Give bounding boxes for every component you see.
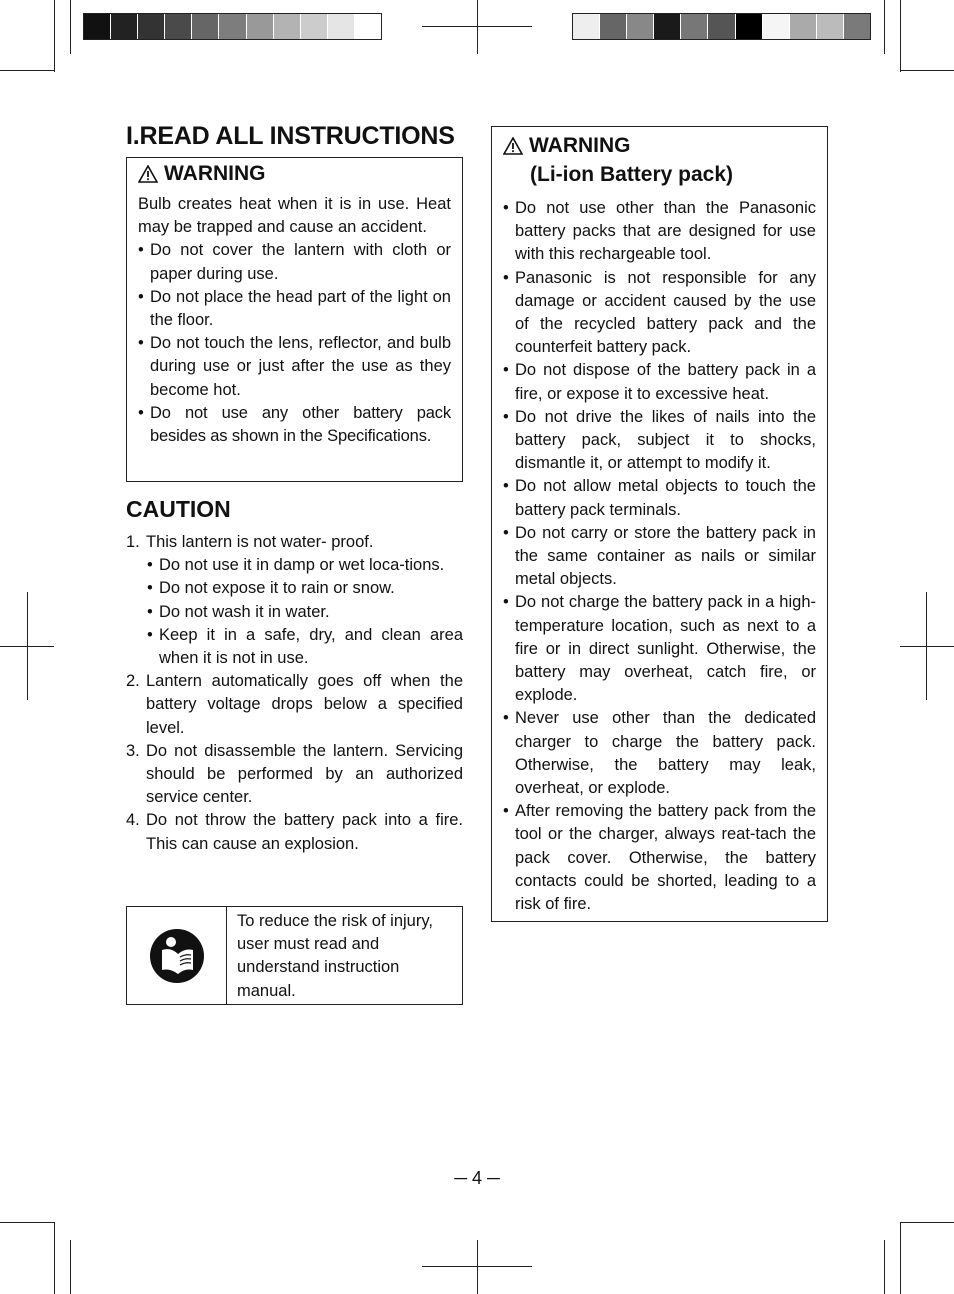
color-swatch	[626, 14, 653, 39]
page-number: ─ 4 ─	[454, 1168, 500, 1188]
color-swatch	[191, 14, 218, 39]
caution-list	[126, 531, 463, 856]
warning-heading	[138, 162, 451, 186]
caution-item: 4. Do not throw the battery pack into a fire. This can cause an explosion.	[126, 811, 463, 853]
battery-warning-bullet: • Do not dispose of the battery pack in a fire, or expose it to excessive heat.	[503, 361, 816, 403]
caution-item: 1. This lantern is not water- proof.	[126, 533, 374, 551]
caution-item: 3. Do not disassemble the lantern. Servicing should be performed by an authorized service center.	[126, 741, 463, 807]
warning-bullet: • Do not touch the lens, reflector, and bulb during use or just after the use as they become hot.	[138, 334, 451, 399]
color-swatch	[354, 14, 381, 39]
caution-sub-bullet: • Do not expose it to rain or snow.	[147, 579, 395, 598]
color-bar-left	[83, 13, 382, 40]
color-swatch	[300, 14, 327, 39]
manual-notice-text: To reduce the risk of injury, user must read and understand instruction manual.	[237, 912, 433, 1000]
warning-triangle-icon	[503, 137, 523, 155]
color-swatch	[599, 14, 626, 39]
color-swatch	[327, 14, 354, 39]
battery-warning-bullet: • Do not carry or store the battery pack in the same container as nails or similar metal objects.	[503, 523, 816, 589]
battery-warning-heading	[503, 131, 816, 160]
battery-warning-bullet: • Do not use other than the Panasonic battery packs that are designed for use with this rechargeable tool.	[503, 199, 816, 264]
battery-warning-title: WARNING	[529, 134, 631, 157]
warning-intro: Bulb creates heat when it is in use. Heat may be trapped and cause an accident.	[138, 195, 451, 237]
battery-warning-bullet: • After removing the battery pack from the tool or the charger, always reat-tach the pack cover. Otherwise, the battery contacts could be shorted, leading to a risk of fire.	[503, 802, 816, 914]
caution-sub-bullet: • Keep it in a safe, dry, and clean area when it is not in use.	[147, 625, 463, 668]
color-swatch	[762, 14, 789, 39]
color-swatch	[164, 14, 191, 39]
color-swatch	[707, 14, 734, 39]
warning-title: WARNING	[164, 162, 266, 185]
color-swatch	[680, 14, 707, 39]
caution-heading: CAUTION	[126, 496, 231, 522]
color-bar-right	[572, 13, 871, 40]
color-swatch	[246, 14, 273, 39]
manual-icon-cell	[127, 907, 227, 1004]
battery-warning-bullet: • Never use other than the dedicated charger to charge the battery pack. Otherwise, the battery may leak, overheat, or explode.	[503, 709, 816, 798]
battery-warning-bullet: • Do not charge the battery pack in a high-temperature location, such as next to a fire or in direct sunlight. Otherwise, the battery may overheat, catch fire, or explode.	[503, 593, 816, 705]
caution-item: 2. Lantern automatically goes off when the battery voltage drops below a specified level.	[126, 672, 463, 737]
battery-warning-bullet: • Do not allow metal objects to touch the battery pack terminals.	[503, 477, 816, 519]
warning-box-heat	[126, 157, 463, 482]
warning-bullet: • Do not use any other battery pack besides as shown in the Specifications.	[138, 403, 451, 446]
color-swatch	[653, 14, 680, 39]
page-title: I.READ ALL INSTRUCTIONS	[126, 122, 455, 150]
read-manual-icon	[149, 928, 205, 984]
color-swatch	[110, 14, 137, 39]
color-swatch	[735, 14, 762, 39]
color-swatch	[816, 14, 843, 39]
battery-warning-bullet: • Do not drive the likes of nails into the battery pack, subject it to shocks, dismantle it, or attempt to modify it.	[503, 407, 816, 473]
color-swatch	[218, 14, 245, 39]
warning-bullet: • Do not cover the lantern with cloth or paper during use.	[138, 241, 451, 283]
color-swatch	[84, 14, 110, 39]
caution-sub-bullet: • Do not use it in damp or wet loca-tions.	[147, 556, 445, 575]
warning-box-battery	[491, 126, 828, 922]
color-swatch	[137, 14, 164, 39]
warning-bullet: • Do not place the head part of the light on the floor.	[138, 287, 451, 330]
caution-sub-bullet: • Do not wash it in water.	[147, 602, 330, 621]
color-swatch	[789, 14, 816, 39]
color-swatch	[573, 14, 599, 39]
battery-warning-bullet: • Panasonic is not responsible for any damage or accident caused by the use of the recycled battery pack and the counterfeit battery pack.	[503, 268, 816, 357]
color-swatch	[273, 14, 300, 39]
read-manual-notice	[126, 906, 463, 1005]
color-swatch	[843, 14, 870, 39]
warning-triangle-icon	[138, 165, 158, 183]
battery-warning-subtitle: (Li-ion Battery pack)	[530, 163, 734, 186]
